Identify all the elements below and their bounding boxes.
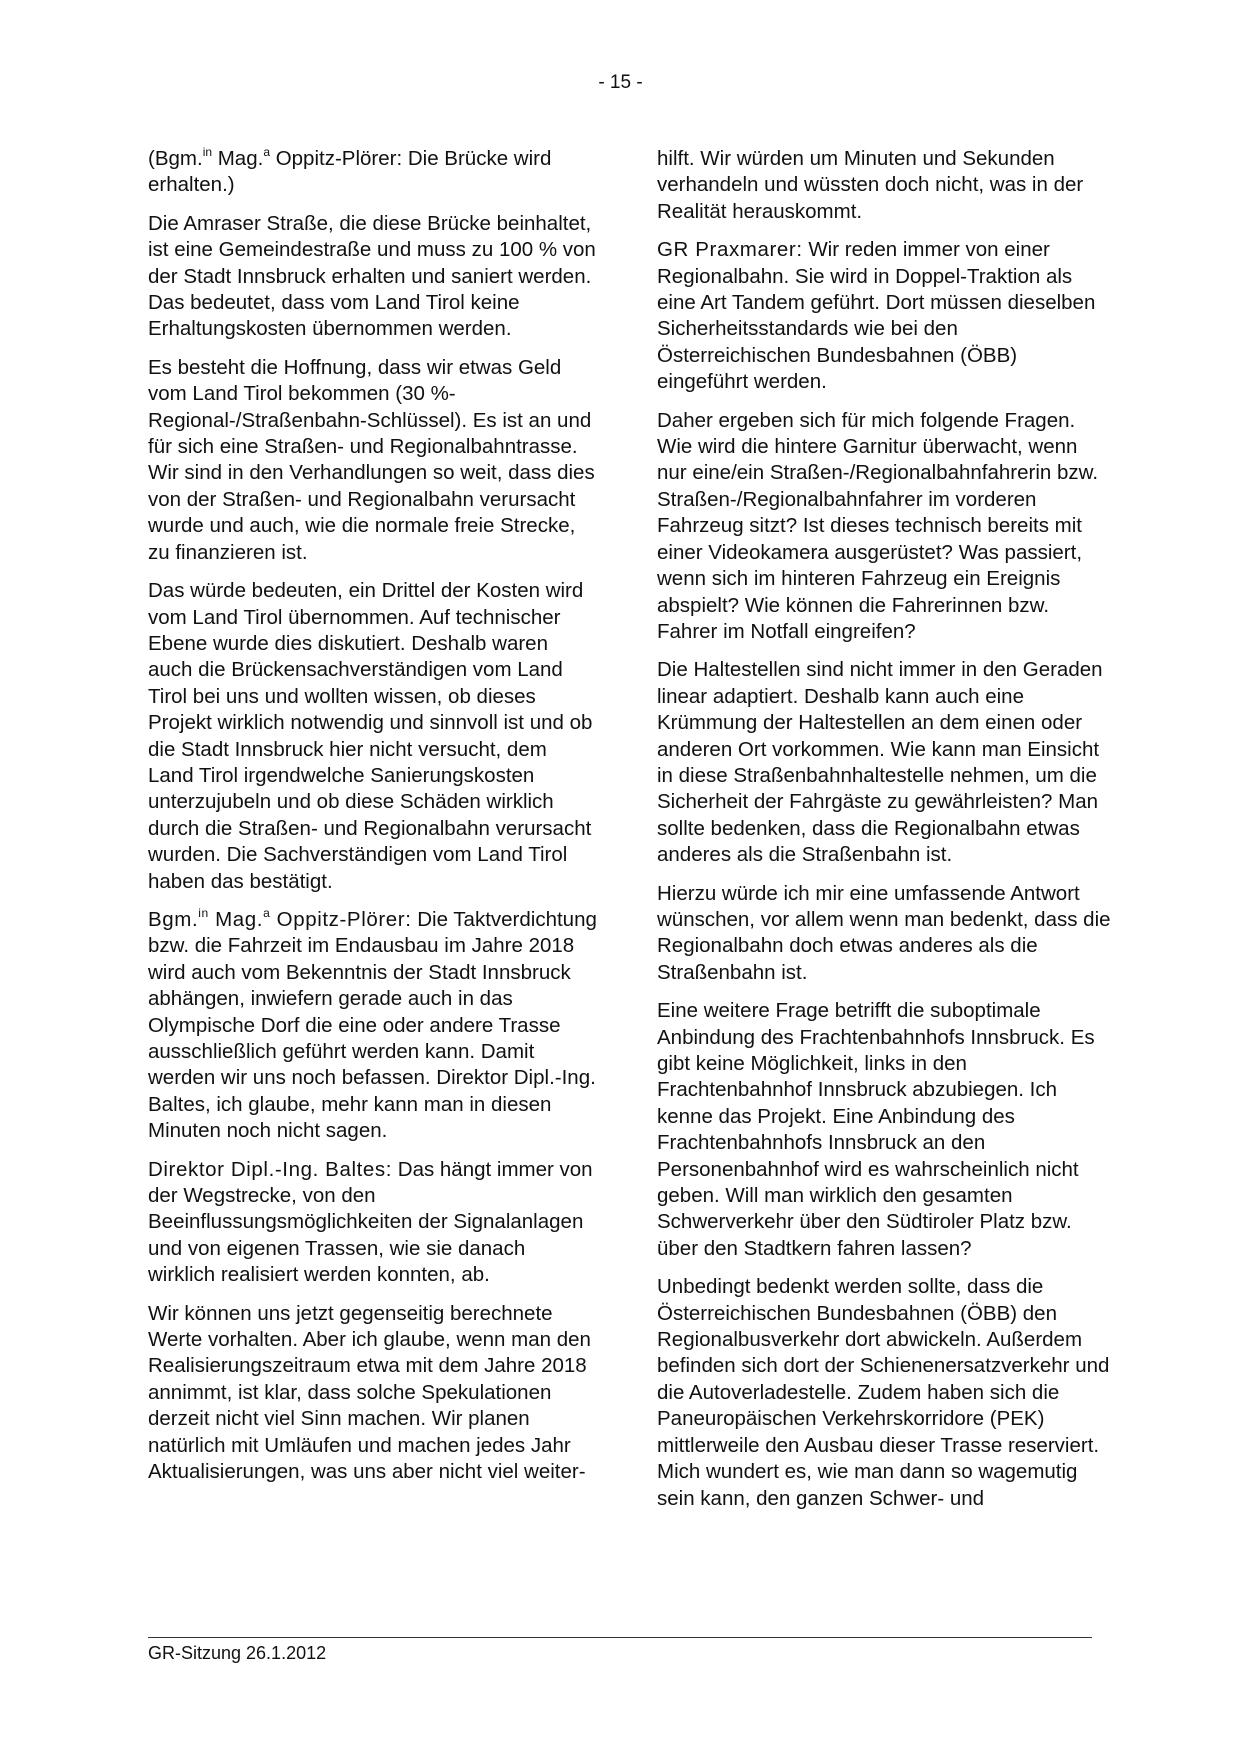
superscript: in <box>198 905 209 920</box>
paragraph: Daher ergeben sich für mich folgende Fragen. Wie wird die hintere Garnitur überwacht, wenn nur eine/ein Straßen-/Regionalbahnfahrerin bzw. Straßen-/Regionalbahnfahrer im vorderen Fahrzeug sitzt? Ist dieses technisch bereits mit einer Videokamera ausgerüstet? Was passiert, wenn sich im hinteren Fahrzeug ein Ereignis abspielt? Wie können die Fahrerinnen bzw. Fahrer im Notfall eingreifen? <box>657 408 1099 643</box>
text-span: Oppitz-Plörer: <box>270 907 412 931</box>
speech-text: Wir reden immer von einer Regionalbahn. Sie wird in Doppel-Traktion als eine Art Tandem geführt. Dort müssen dieselben Sicherheitsstandards wie bei den Österreichischen Bundesbahnen (ÖBB) eingeführt werden. <box>657 238 1096 394</box>
paragraph: Unbedingt bedenkt werden sollte, dass die Österreichischen Bundesbahnen (ÖBB) den Regionalbusverkehr dort abwickeln. Außerdem befinden sich dort der Schienenersatzverkehr und die Autoverladestelle. Zudem haben sich die Paneuropäischen Verkehrskorridore (PEK) mittlerweile den Ausbau dieser Trasse reserviert. Mich wundert es, wie man dann so wagemutig sein kann, den ganzen Schwer- und <box>657 1275 1110 1510</box>
paragraph: Eine weitere Frage betrifft die suboptimale Anbindung des Frachtenbahnhofs Innsbruck. Es gibt keine Möglichkeit, links in den Frachtenbahnhof Innsbruck abzubiegen. Ich kenne das Projekt. Eine Anbindung des Frachtenbahnhofs Innsbruck an den Personenbahnhof wird es wahrscheinlich nicht geben. Will man wirklich den gesamten Schwerverkehr über den Südtiroler Platz bzw. über den Stadtkern fahren lassen? <box>657 999 1095 1260</box>
superscript: a <box>263 905 271 920</box>
text-span: Mag. <box>212 147 264 170</box>
text-span: Mag. <box>208 907 264 931</box>
speaker-name: GR Praxmarer: <box>657 238 803 262</box>
text-span: Oppitz-Plörer: Die Brücke wird erhalten.) <box>148 147 552 197</box>
right-column <box>657 146 1112 1524</box>
text-span: Bgm. <box>148 907 199 931</box>
paragraph: Die Haltestellen sind nicht immer in den Geraden linear adaptiert. Deshalb kann auch eine Krümmung der Haltestellen an dem einen oder anderen Ort vorkommen. Wie kann man Einsicht in diese Straßenbahnhaltestelle nehmen, um die Sicherheit der Fahrgäste zu gewährleisten? Man sollte bedenken, dass die Regionalbahn etwas anderes als die Straßenbahn ist. <box>657 658 1103 867</box>
speech-text: Die Taktverdichtung bzw. die Fahrzeit im Endausbau im Jahre 2018 wird auch vom Bekenntnis der Stadt Innsbruck abhängen, inwiefern gerade auch in das Olympische Dorf die eine oder andere Trasse ausschließlich geführt werden kann. Damit werden wir uns noch befassen. Direktor Dipl.-Ing. Baltes, ich glaube, mehr kann man in diesen Minuten noch nicht sagen. <box>148 907 597 1143</box>
page-number: - 15 - <box>598 72 643 93</box>
footer-divider <box>148 1637 1092 1638</box>
paragraph-speech <box>148 907 598 1145</box>
paragraph-speech <box>148 1157 598 1289</box>
paragraph: hilft. Wir würden um Minuten und Sekunden verhandeln und wüssten doch nicht, was in der Realität herauskommt. <box>657 147 1084 223</box>
paragraph: Das würde bedeuten, ein Drittel der Kosten wird vom Land Tirol übernommen. Auf technischer Ebene wurde dies diskutiert. Deshalb waren auch die Brückensachverständigen vom Land Tirol bei uns und wollten wissen, ob dieses Projekt wirklich notwendig und sinnvoll ist und ob die Stadt Innsbruck hier nicht versucht, dem Land Tirol irgendwelche Sanierungskosten unterzujubeln und ob diese Schäden wirklich durch die Straßen- und Regionalbahn verursacht wurden. Die Sachverständigen vom Land Tirol haben das bestätigt. <box>148 579 593 893</box>
superscript: a <box>263 145 270 159</box>
speaker-name: Direktor Dipl.-Ing. Baltes: <box>148 1157 393 1181</box>
speaker-name <box>148 905 412 931</box>
text-span: (Bgm. <box>148 147 203 170</box>
speech-text: Das hängt immer von der Wegstrecke, von den Beeinflussungsmöglichkeiten der Signalanlagen und von eigenen Trassen, wie sie danach wirklich realisiert werden konnten, ab. <box>148 1157 593 1287</box>
paragraph: Hierzu würde ich mir eine umfassende Antwort wünschen, vor allem wenn man bedenkt, dass die Regionalbahn doch etwas anderes als die Straßenbahn ist. <box>657 881 1111 984</box>
paragraph: Es besteht die Hoffnung, dass wir etwas Geld vom Land Tirol bekommen (30 %-Regional-/Straßenbahn-Schlüssel). Es ist an und für sich eine Straßen- und Regionalbahntrasse. Wir sind in den Verhandlungen so weit, dass dies von der Straßen- und Regionalbahn verursacht wurde und auch, wie die normale freie Strecke, zu finanzieren ist. <box>148 355 595 564</box>
footer-session-date: GR-Sitzung 26.1.2012 <box>148 1643 327 1663</box>
left-column <box>148 146 598 1498</box>
superscript: in <box>202 145 213 159</box>
paragraph-interjection <box>148 146 598 199</box>
paragraph: Die Amraser Straße, die diese Brücke beinhaltet, ist eine Gemeindestraße und muss zu 100 % von der Stadt Innsbruck erhalten und saniert werden. Das bedeutet, dass vom Land Tirol keine Erhaltungskosten übernommen werden. <box>148 211 596 341</box>
paragraph-speech <box>657 237 1112 395</box>
paragraph: Wir können uns jetzt gegenseitig berechnete Werte vorhalten. Aber ich glaube, wenn man den Realisierungszeitraum etwa mit dem Jahre 2018 annimmt, ist klar, dass solche Spekulationen derzeit nicht viel Sinn machen. Wir planen natürlich mit Umläufen und machen jedes Jahr Aktualisierungen, was uns aber nicht viel weiter- <box>148 1301 591 1484</box>
